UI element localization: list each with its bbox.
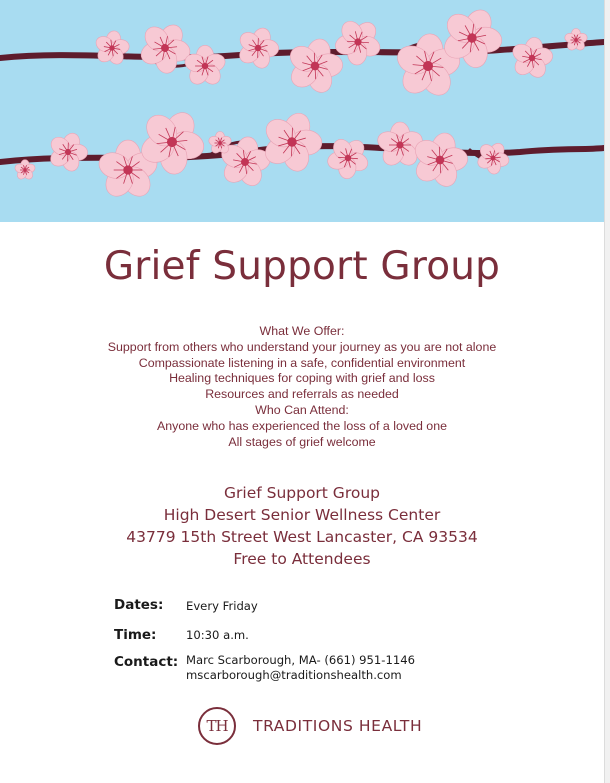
venue-group-name: Grief Support Group xyxy=(224,484,380,502)
offer-item: Support from others who understand your journey as you are not alone xyxy=(107,339,497,354)
th-logo-icon: TH xyxy=(198,707,236,745)
venue-section xyxy=(0,482,604,570)
logo-name: TRADITIONS HEALTH xyxy=(253,717,423,735)
page-title: Grief Support Group xyxy=(103,244,501,289)
cherry-blossom-banner xyxy=(0,0,604,222)
cherry-blossom-icon xyxy=(0,0,604,222)
venue-cost: Free to Attendees xyxy=(233,550,371,568)
offer-section xyxy=(0,324,604,450)
venue-location: High Desert Senior Wellness Center xyxy=(163,506,441,524)
contact-name: Marc Scarborough, MA- (661) 951-1146 xyxy=(186,653,415,667)
attend-heading: Who Can Attend: xyxy=(255,402,349,417)
contact-label: Contact: xyxy=(114,654,179,670)
time-value: 10:30 a.m. xyxy=(186,628,249,642)
offer-heading: What We Offer: xyxy=(259,324,345,338)
venue-address: 43779 15th Street West Lancaster, CA 93534 xyxy=(126,528,478,546)
offer-item: Compassionate listening in a safe, confidential environment xyxy=(138,355,466,370)
contact-email[interactable]: mscarborough@traditionshealth.com xyxy=(186,668,402,682)
attend-item: All stages of grief welcome xyxy=(228,434,376,449)
time-label: Time: xyxy=(114,627,157,643)
page-edge xyxy=(604,0,610,783)
offer-item: Resources and referrals as needed xyxy=(205,387,399,402)
dates-label: Dates: xyxy=(114,597,164,613)
attend-item: Anyone who has experienced the loss of a loved one xyxy=(156,418,447,433)
dates-value: Every Friday xyxy=(186,599,258,613)
offer-item: Healing techniques for coping with grief and loss xyxy=(169,371,435,386)
